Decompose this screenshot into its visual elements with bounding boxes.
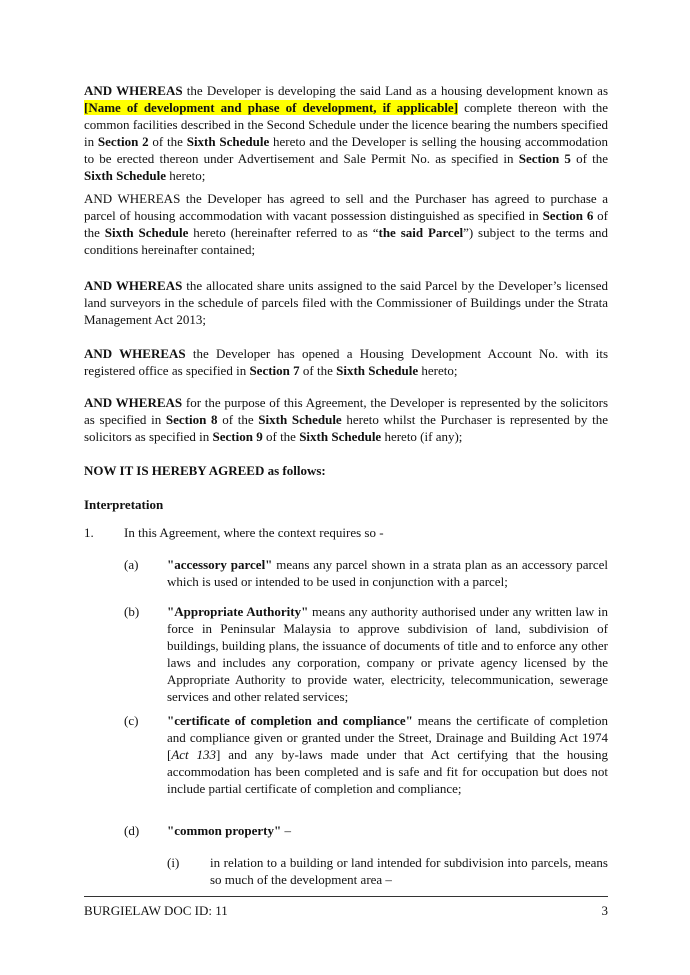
definition-appropriate-authority: [167, 603, 608, 705]
definition-accessory-parcel: [167, 556, 608, 590]
recital-text: AND WHEREAS the Developer has agreed to sell and the Purchaser has agreed to purchase a parcel of housing accommodation with vacant possession distinguished as specified in: [84, 191, 608, 223]
section-reference: Section 5: [518, 151, 571, 166]
highlighted-placeholder: [Name of development and phase of development, if applicable]: [84, 100, 459, 115]
recital-text: of the: [84, 208, 608, 240]
definition-text: means any parcel shown in a strata plan as an accessory parcel which is used or intended to be used in conjunction with a parcel;: [167, 557, 608, 589]
and-whereas-label: AND WHEREAS: [84, 346, 186, 361]
schedule-reference: Sixth Schedule: [104, 225, 189, 240]
sub-definition-label: (i): [167, 855, 180, 870]
section-reference: Section 8: [165, 412, 218, 427]
recital-text: hereto;: [166, 168, 206, 183]
definition-label: (b): [124, 604, 140, 619]
clause-intro-text: In this Agreement, where the context requires so -: [124, 525, 384, 540]
definition-term: "certificate of completion and compliance": [167, 713, 413, 728]
definition-text: means the certificate of completion and compliance given or granted under the Street, Drainage and Building Act 1974 [: [167, 713, 608, 762]
definition-label: (c): [124, 713, 139, 728]
recital-text: hereto (if any);: [381, 429, 463, 444]
footer-page-number: 3: [601, 903, 608, 918]
recital-text: the Developer has opened a Housing Development Account No. with its registered office as specified in: [84, 346, 608, 378]
recital-development-paragraph: [84, 82, 608, 184]
section-reference: Section 2: [97, 134, 149, 149]
definition-text: means any authority authorised under any written law in force in Peninsular Malaysia to approve subdivision of land, subdivision of buildings, building plans, the issuance of documents of title and to enforce any other laws and includes any corporation, company or private agency licensed by the Appropriate Authority to provide water, electricity, telecommunication, sewerage services and other related services;: [167, 604, 608, 704]
recital-text: ”) subject to the terms and conditions hereinafter contained;: [84, 225, 608, 257]
recital-text: of the: [148, 134, 187, 149]
schedule-reference: Sixth Schedule: [84, 168, 166, 183]
recital-sale-paragraph: [84, 190, 608, 258]
schedule-reference: Sixth Schedule: [258, 412, 342, 427]
recital-account-paragraph: [84, 345, 608, 379]
section-reference: Section 6: [542, 208, 594, 223]
definition-certificate-of-completion: [167, 712, 608, 797]
schedule-reference: Sixth Schedule: [336, 363, 419, 378]
act-reference: Act 133: [171, 747, 217, 762]
clause-number: 1.: [84, 525, 94, 540]
definition-text: ] and any by-laws made under that Act certifying that the housing accommodation has been completed and is safe and fit for occupation but does not include partial certificate of completion and compliance;: [167, 747, 609, 796]
recital-text: hereto (hereinafter referred to as “: [188, 225, 379, 240]
recital-share-units-paragraph: [84, 277, 608, 328]
agreed-heading: NOW IT IS HEREBY AGREED as follows:: [84, 463, 326, 478]
schedule-reference: Sixth Schedule: [299, 429, 382, 444]
definition-term: "Appropriate Authority": [167, 604, 309, 619]
section-reference: Section 7: [249, 363, 300, 378]
recital-text: hereto;: [418, 363, 458, 378]
recital-text: hereto and the Developer is selling the housing accommodation to be erected thereon under Advertisement and Sale Permit No. as specified in: [84, 134, 608, 166]
recital-text: of the: [299, 363, 337, 378]
recital-text: of the: [262, 429, 300, 444]
sub-definition-text: in relation to a building or land intended for subdivision into parcels, means so much of the development area –: [210, 855, 608, 887]
definition-term: "common property": [167, 823, 282, 838]
defined-term: the said Parcel: [378, 225, 464, 240]
footer-divider: [84, 896, 608, 897]
section-reference: Section 9: [212, 429, 263, 444]
and-whereas-label: AND WHEREAS: [84, 395, 183, 410]
and-whereas-label: AND WHEREAS: [84, 83, 183, 98]
definition-text: –: [281, 823, 291, 838]
footer-doc-id: BURGIELAW DOC ID: 11: [84, 903, 228, 918]
recital-text: of the: [570, 151, 609, 166]
and-whereas-label: AND WHEREAS: [84, 278, 183, 293]
definition-common-property: [167, 822, 608, 839]
interpretation-heading: Interpretation: [84, 497, 164, 512]
recital-text: complete thereon with the common facilities described in the Second Schedule under the licence bearing the numbers specified in: [84, 100, 608, 149]
schedule-reference: Sixth Schedule: [186, 134, 270, 149]
recital-text: hereto whilst the Purchaser is represented by the solicitors as specified in: [84, 412, 608, 444]
recital-text: of the: [217, 412, 259, 427]
recital-text: the Developer is developing the said Land as a housing development known as: [182, 83, 609, 98]
recital-text: the allocated share units assigned to the said Parcel by the Developer’s licensed land surveyors in the schedule of parcels filed with the Commissioner of Buildings under the Strata Management Act 2013;: [84, 278, 609, 327]
recital-text: for the purpose of this Agreement, the Developer is represented by the solicitors as specified in: [84, 395, 609, 427]
recital-solicitors-paragraph: [84, 394, 608, 445]
definition-label: (d): [124, 823, 140, 838]
definition-label: (a): [124, 557, 139, 572]
definition-term: "accessory parcel": [167, 557, 273, 572]
